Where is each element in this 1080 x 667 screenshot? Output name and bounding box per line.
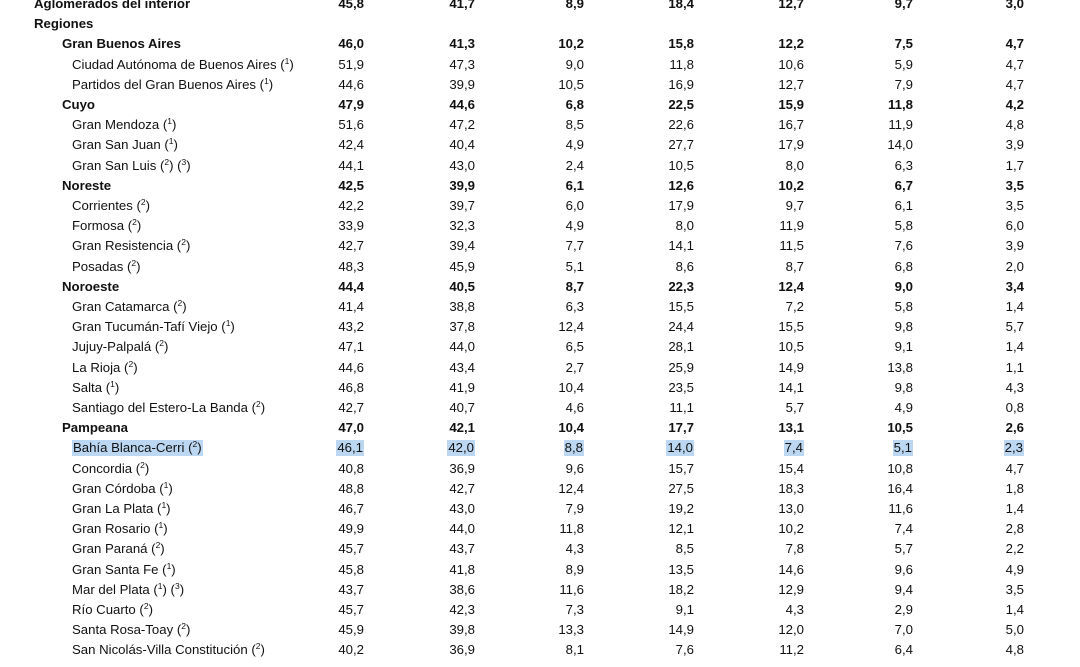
table-cell: 44,0: [449, 521, 475, 537]
table-row: [0, 317, 1080, 337]
table-row: [0, 277, 1080, 297]
table-cell: 1,8: [1005, 480, 1024, 496]
table-cell: 5,8: [894, 218, 913, 234]
table-cell: 14,9: [668, 622, 694, 638]
table-cell: 10,8: [887, 460, 913, 476]
row-label: Río Cuarto ($^2$): [72, 601, 153, 617]
table-cell: 38,8: [449, 299, 475, 314]
row-label: Pampeana: [62, 420, 128, 436]
table-cell: 49,9: [338, 521, 364, 537]
table-cell: 11,2: [779, 642, 804, 658]
table-cell: 32,3: [449, 218, 475, 234]
table-cell: 18,3: [778, 480, 804, 496]
table-cell: 12,9: [778, 581, 804, 597]
table-cell: 3,9: [1005, 238, 1024, 254]
table-cell: 2,3: [1004, 440, 1023, 456]
table-cell: 0,8: [1005, 400, 1024, 415]
table-cell: 1,4: [1005, 339, 1024, 355]
table-cell: 48,8: [338, 480, 364, 496]
table-cell: 15,4: [778, 460, 804, 476]
table-cell: 28,1: [668, 339, 694, 355]
table-row: [0, 398, 1080, 418]
table-cell: 10,4: [558, 379, 584, 395]
table-cell: 46,1: [337, 440, 363, 456]
table-cell: 12,7: [778, 0, 804, 11]
table-cell: 13,3: [558, 622, 584, 638]
table-cell: 10,5: [778, 339, 804, 355]
table-cell: 4,9: [565, 137, 584, 153]
table-cell: 4,9: [894, 400, 913, 415]
table-cell: 15,9: [778, 97, 804, 112]
table-row: [0, 560, 1080, 580]
table-cell: 42,7: [338, 400, 364, 415]
table-cell: 11,8: [559, 521, 584, 537]
table-cell: 12,0: [778, 622, 804, 638]
table-cell: 7,3: [565, 602, 584, 617]
table-cell: 5,1: [893, 440, 912, 456]
table-row: [0, 257, 1080, 277]
table-cell: 4,8: [1005, 117, 1024, 133]
table-cell: 1,1: [1005, 359, 1024, 375]
table-cell: 9,7: [785, 198, 804, 213]
table-cell: 9,1: [675, 602, 694, 617]
table-cell: 2,9: [894, 602, 913, 617]
table-row: [0, 95, 1080, 115]
row-label: Salta ($^1$): [72, 378, 120, 395]
table-cell: 5,7: [1005, 319, 1024, 335]
table-cell: 6,0: [565, 198, 584, 213]
table-cell: 12,6: [668, 177, 694, 193]
table-cell: 43,0: [449, 157, 475, 173]
table-cell: 8,1: [565, 642, 584, 658]
table-cell: 8,5: [675, 541, 694, 557]
table-cell: 9,8: [894, 379, 913, 395]
table-row: [0, 55, 1080, 75]
table-cell: 41,3: [449, 36, 475, 52]
table-cell: 42,5: [338, 177, 364, 193]
row-label: Cuyo: [62, 97, 95, 112]
table-cell: 13,1: [778, 420, 804, 436]
table-cell: 47,3: [449, 56, 475, 72]
table-cell: 9,8: [894, 319, 913, 335]
table-cell: 2,0: [1005, 258, 1024, 274]
table-cell: 7,5: [894, 36, 913, 52]
table-cell: 6,3: [894, 157, 913, 173]
table-cell: 3,9: [1005, 137, 1024, 153]
table-row: [0, 34, 1080, 54]
table-cell: 8,5: [565, 117, 584, 133]
table-cell: 40,8: [338, 460, 364, 476]
table-row: [0, 459, 1080, 479]
table-cell: 4,7: [1005, 76, 1024, 92]
table-cell: 44,0: [449, 339, 475, 355]
row-label: Ciudad Autónoma de Buenos Aires ($^1$): [72, 55, 294, 72]
table-cell: 25,9: [668, 359, 694, 375]
table-cell: 3,5: [1005, 198, 1024, 213]
table-cell: 17,9: [778, 137, 804, 153]
row-label: Regiones: [34, 16, 94, 32]
table-cell: 9,0: [894, 278, 913, 294]
table-cell: 8,7: [565, 278, 584, 294]
table-cell: 39,8: [449, 622, 475, 638]
table-cell: 4,2: [1005, 97, 1024, 112]
row-label: Bahía Blanca-Cerri ($^2$): [73, 439, 202, 456]
table-row: [0, 297, 1080, 317]
table-cell: 1,4: [1005, 602, 1024, 617]
table-cell: 40,5: [449, 278, 475, 294]
row-label: Gran Buenos Aires: [62, 36, 181, 52]
table-cell: 8,0: [785, 157, 804, 173]
table-cell: 6,1: [894, 198, 913, 213]
table-cell: 4,6: [565, 400, 584, 415]
table-cell: 7,9: [565, 501, 584, 516]
table-cell: 3,0: [1005, 0, 1024, 11]
table-cell: 11,6: [559, 581, 584, 597]
table-cell: 15,7: [668, 460, 694, 476]
table-cell: 7,4: [784, 440, 803, 456]
table-cell: 42,7: [338, 238, 364, 254]
table-cell: 43,0: [449, 501, 475, 516]
row-label: Aglomerados del interior: [34, 0, 191, 11]
row-label: Partidos del Gran Buenos Aires ($^1$): [72, 75, 274, 92]
table-cell: 8,7: [785, 258, 804, 274]
table-cell: 27,5: [668, 480, 694, 496]
table-cell: 9,6: [565, 460, 584, 476]
row-label: Jujuy-Palpalá ($^2$): [72, 338, 169, 355]
table-cell: 42,7: [449, 480, 475, 496]
table-cell: 47,1: [338, 339, 364, 355]
row-label: Gran Rosario ($^1$): [72, 520, 168, 537]
table-cell: 7,8: [785, 541, 804, 557]
table-cell: 13,8: [887, 359, 913, 375]
row-label: Gran Mendoza ($^1$): [72, 116, 177, 133]
table-cell: 14,1: [778, 379, 804, 395]
table-cell: 4,7: [1005, 56, 1024, 72]
table-row: [0, 196, 1080, 216]
table-row: [0, 640, 1080, 660]
table-cell: 36,9: [449, 642, 475, 658]
table-cell: 7,9: [894, 76, 913, 92]
table-cell: 11,8: [888, 97, 913, 112]
table-row: [0, 75, 1080, 95]
table-cell: 6,5: [565, 339, 584, 355]
table-row: [0, 14, 1080, 34]
table-cell: 17,9: [668, 198, 694, 213]
table-cell: 6,0: [1005, 218, 1024, 234]
table-cell: 39,9: [449, 177, 475, 193]
table-cell: 3,5: [1005, 581, 1024, 597]
table-cell: 16,9: [668, 76, 694, 92]
table-cell: 9,1: [894, 339, 913, 355]
table-cell: 46,0: [338, 36, 364, 52]
table-cell: 51,9: [338, 56, 364, 72]
table-cell: 24,4: [668, 319, 694, 335]
table-cell: 2,2: [1005, 541, 1024, 557]
table-cell: 16,7: [778, 117, 804, 133]
table-cell: 18,4: [668, 0, 694, 11]
table-cell: 8,0: [675, 218, 694, 234]
table-cell: 16,4: [887, 480, 913, 496]
table-cell: 48,3: [338, 258, 364, 274]
table-cell: 4,3: [565, 541, 584, 557]
table-cell: 33,9: [338, 218, 364, 234]
table-cell: 43,2: [338, 319, 364, 335]
row-label: Santiago del Estero-La Banda ($^2$): [72, 399, 266, 415]
table-cell: 11,6: [888, 501, 913, 516]
row-label: Santa Rosa-Toay ($^2$): [72, 621, 191, 638]
table-cell: 8,8: [564, 440, 583, 456]
row-label: Gran Córdoba ($^1$): [72, 479, 173, 496]
table-cell: 8,9: [565, 0, 584, 11]
table-cell: 8,9: [565, 561, 584, 577]
table-cell: 10,6: [778, 56, 804, 72]
table-cell: 7,2: [785, 299, 804, 314]
table-cell: 44,4: [338, 278, 364, 294]
row-label: Gran Santa Fe ($^1$): [72, 560, 176, 577]
table-cell: 41,8: [449, 561, 475, 577]
table-cell: 44,1: [338, 157, 364, 173]
table-cell: 6,3: [565, 299, 584, 314]
table-row: [0, 216, 1080, 236]
row-label: Formosa ($^2$): [72, 217, 142, 234]
table-row: [0, 418, 1080, 438]
table-cell: 44,6: [338, 359, 364, 375]
row-label: Concordia ($^2$): [72, 459, 150, 476]
row-label: Gran San Luis ($^2$) ($^3$): [72, 156, 191, 173]
table-cell: 42,3: [449, 602, 475, 617]
table-cell: 41,4: [338, 299, 364, 314]
table-cell: 4,3: [785, 602, 804, 617]
table-row: [0, 378, 1080, 398]
table-cell: 13,5: [668, 561, 694, 577]
table-cell: 41,7: [449, 0, 475, 11]
table-cell: 42,4: [338, 137, 364, 153]
table-cell: 45,7: [338, 602, 364, 617]
row-label: Noroeste: [62, 278, 120, 294]
table-cell: 22,5: [668, 97, 694, 112]
table-cell: 38,6: [449, 581, 475, 597]
table-cell: 7,6: [675, 642, 694, 658]
table-row: [0, 479, 1080, 499]
table-cell: 7,4: [894, 521, 913, 537]
row-label: Gran San Juan ($^1$): [72, 136, 178, 153]
table-cell: 1,4: [1005, 501, 1024, 516]
table-row: [0, 580, 1080, 600]
table-cell: 11,9: [888, 117, 913, 133]
table-cell: 5,0: [1005, 622, 1024, 638]
table-cell: 27,7: [668, 137, 694, 153]
table-cell: 6,7: [894, 177, 913, 193]
table-cell: 10,5: [558, 76, 584, 92]
table-cell: 43,7: [449, 541, 475, 557]
table-cell: 15,8: [668, 36, 694, 52]
table-cell: 8,6: [675, 258, 694, 274]
table-cell: 9,0: [565, 56, 584, 72]
table-cell: 45,8: [338, 0, 364, 11]
table-cell: 47,2: [449, 117, 475, 133]
table-row: [0, 539, 1080, 559]
table-row: [0, 176, 1080, 196]
table-row: [0, 600, 1080, 620]
table-cell: 18,2: [668, 581, 694, 597]
table-row: [0, 499, 1080, 519]
row-label: Gran La Plata ($^1$): [72, 500, 171, 516]
table-cell: 46,7: [338, 501, 364, 516]
table-cell: 7,7: [565, 238, 584, 254]
table-cell: 46,8: [338, 379, 364, 395]
table-cell: 22,6: [668, 117, 694, 133]
table-cell: 12,4: [778, 278, 804, 294]
table-cell: 9,4: [894, 581, 913, 597]
row-label: Gran Tucumán-Tafí Viejo ($^1$): [72, 318, 235, 335]
table-cell: 10,2: [778, 521, 804, 537]
table-row: [0, 135, 1080, 155]
table-cell: 14,0: [667, 440, 693, 456]
table-cell: 22,3: [668, 278, 694, 294]
table-cell: 3,4: [1005, 278, 1024, 294]
table-cell: 10,5: [668, 157, 694, 173]
table-row: [0, 438, 1080, 458]
table-row: [0, 358, 1080, 378]
table-cell: 1,7: [1005, 157, 1024, 173]
table-cell: 23,5: [668, 379, 694, 395]
table-cell: 12,7: [778, 76, 804, 92]
table-cell: 5,7: [894, 541, 913, 557]
table-cell: 40,4: [449, 137, 475, 153]
table-cell: 12,2: [778, 36, 804, 52]
table-cell: 11,9: [779, 218, 804, 234]
table-cell: 41,9: [449, 379, 475, 395]
table-cell: 4,8: [1005, 642, 1024, 658]
table-cell: 36,9: [449, 460, 475, 476]
table-cell: 45,7: [338, 541, 364, 557]
table-cell: 47,9: [338, 97, 364, 112]
row-label: Mar del Plata ($^1$) ($^3$): [72, 580, 185, 597]
table-cell: 9,6: [894, 561, 913, 577]
table-cell: 15,5: [778, 319, 804, 335]
table-cell: 5,1: [565, 258, 584, 274]
table-cell: 11,1: [669, 400, 694, 415]
row-label: Posadas ($^2$): [72, 257, 141, 274]
table-cell: 19,2: [668, 501, 694, 516]
table-cell: 9,7: [894, 0, 913, 11]
table-cell: 1,4: [1005, 299, 1024, 314]
table-cell: 10,5: [887, 420, 913, 436]
table-cell: 2,6: [1005, 420, 1024, 436]
table-cell: 43,7: [338, 581, 364, 597]
table-cell: 7,6: [894, 238, 913, 254]
row-label: Gran Catamarca ($^2$): [72, 298, 187, 314]
table-row: [0, 156, 1080, 176]
table-row: [0, 115, 1080, 135]
table-cell: 6,4: [894, 642, 913, 658]
table-cell: 6,8: [565, 97, 584, 112]
table-cell: 51,6: [338, 117, 364, 133]
table-cell: 40,7: [449, 400, 475, 415]
table-cell: 44,6: [449, 97, 475, 112]
table-cell: 42,0: [448, 440, 474, 456]
table-cell: 2,4: [565, 157, 584, 173]
table-cell: 4,3: [1005, 379, 1024, 395]
table-cell: 4,7: [1005, 36, 1024, 52]
table-cell: 42,1: [449, 420, 475, 436]
table-cell: 37,8: [449, 319, 475, 335]
table-cell: 39,4: [449, 238, 475, 254]
table-row: [0, 337, 1080, 357]
table-cell: 39,7: [449, 198, 475, 213]
table-row: [0, 620, 1080, 640]
table-cell: 14,1: [668, 238, 694, 254]
table-cell: 5,9: [894, 56, 913, 72]
table-cell: 17,7: [668, 420, 694, 436]
row-label: Corrientes ($^2$): [72, 197, 151, 213]
table-cell: 10,2: [558, 36, 584, 52]
row-label: La Rioja ($^2$): [72, 358, 138, 375]
row-label: San Nicolás-Villa Constitución ($^2$): [72, 641, 265, 658]
table-cell: 42,2: [338, 198, 364, 213]
table-row: [0, 519, 1080, 539]
table-cell: 12,4: [558, 480, 584, 496]
table-cell: 14,0: [887, 137, 913, 153]
table-cell: 4,9: [565, 218, 584, 234]
table-cell: 12,4: [558, 319, 584, 335]
table-cell: 47,0: [338, 420, 364, 436]
table-cell: 3,5: [1005, 177, 1024, 193]
table-cell: 11,5: [779, 238, 804, 254]
table-cell: 11,8: [669, 56, 694, 72]
table-cell: 2,7: [565, 359, 584, 375]
row-label: Gran Resistencia ($^2$): [72, 237, 191, 254]
table-cell: 7,0: [894, 622, 913, 638]
table-cell: 10,4: [558, 420, 584, 436]
table-cell: 2,8: [1005, 521, 1024, 537]
table-cell: 45,9: [338, 622, 364, 638]
table-cell: 45,9: [449, 258, 475, 274]
table-cell: 5,8: [894, 299, 913, 314]
table-cell: 15,5: [668, 299, 694, 314]
table-cell: 39,9: [449, 76, 475, 92]
table-cell: 10,2: [778, 177, 804, 193]
row-label: Gran Paraná ($^2$): [72, 540, 165, 557]
table-cell: 40,2: [338, 642, 364, 658]
table-cell: 4,7: [1005, 460, 1024, 476]
table-row: [0, 0, 1080, 14]
row-label: Noreste: [62, 177, 112, 193]
table-row: [0, 236, 1080, 256]
table-cell: 6,8: [894, 258, 913, 274]
table-cell: 44,6: [338, 76, 364, 92]
table-cell: 5,7: [785, 400, 804, 415]
table-cell: 14,6: [778, 561, 804, 577]
table-cell: 12,1: [668, 521, 694, 537]
table-cell: 6,1: [565, 177, 584, 193]
table-cell: 13,0: [778, 501, 804, 516]
table-cell: 45,8: [338, 561, 364, 577]
table-cell: 4,9: [1005, 561, 1024, 577]
table-cell: 43,4: [449, 359, 475, 375]
table-cell: 14,9: [778, 359, 804, 375]
